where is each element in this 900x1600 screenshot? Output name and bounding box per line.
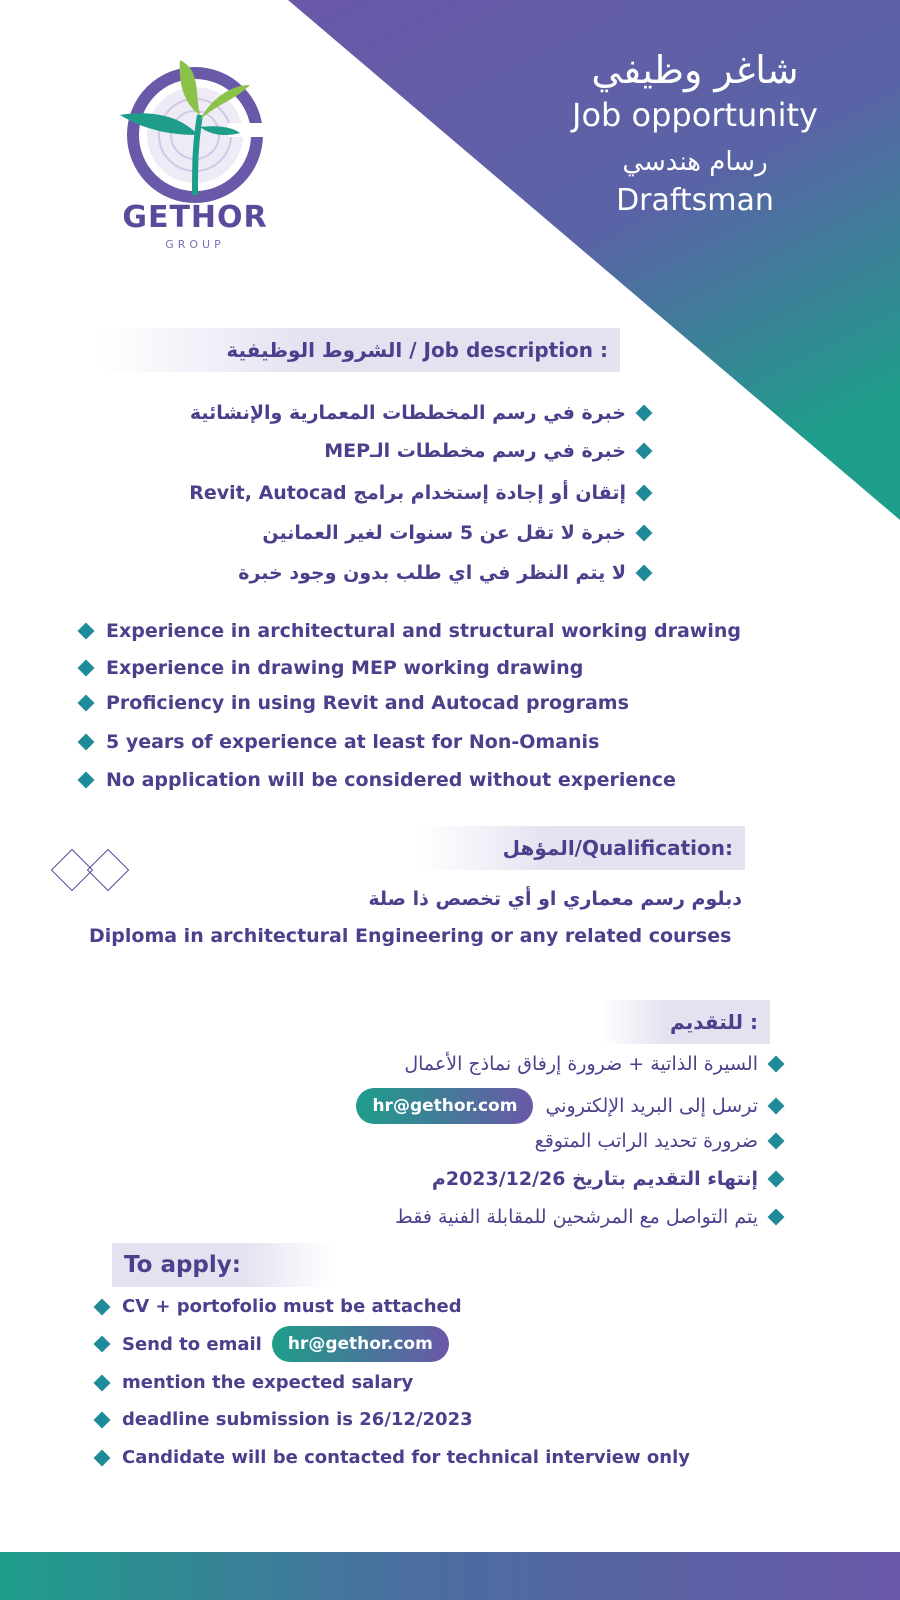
job-item-en: Proficiency in using Revit and Autocad programs — [106, 692, 629, 714]
hero-role-ar: رسام هندسي — [622, 147, 768, 177]
qualification-en: Diploma in architectural Engineering or any related courses — [89, 925, 732, 947]
diamond-bullet-icon — [768, 1171, 785, 1188]
apply-en-label — [112, 1243, 332, 1287]
diamond-bullet-icon — [94, 1449, 111, 1466]
diamond-bullet-icon — [78, 623, 95, 640]
apply-ar-label-text: للتقديم : — [670, 1010, 758, 1034]
apply-item-en: Candidate will be contacted for technical interview only — [122, 1447, 690, 1468]
brand-name: GETHOR — [122, 200, 268, 235]
apply-ar-label — [600, 1000, 770, 1044]
hero-title-block — [530, 45, 860, 219]
diamond-bullet-icon — [768, 1098, 785, 1115]
email-pill-en[interactable]: hr@gethor.com — [272, 1326, 449, 1362]
job-item-en: No application will be considered without experience — [106, 769, 676, 791]
list-item — [80, 657, 583, 679]
diamond-bullet-icon — [768, 1056, 785, 1073]
hero-title-en: Job opportunity — [572, 96, 818, 134]
qualification-label — [420, 826, 745, 870]
apply-item-en: deadline submission is 26/12/2023 — [122, 1409, 473, 1430]
diamond-bullet-icon — [636, 405, 653, 422]
list-item — [395, 1206, 782, 1228]
list-item — [96, 1372, 413, 1393]
list-item — [96, 1447, 690, 1468]
list-item — [80, 620, 741, 642]
diamond-bullet-icon — [94, 1411, 111, 1428]
apply-item-ar: السيرة الذاتية + ضرورة إرفاق نماذج الأعمال — [404, 1053, 758, 1075]
apply-item-ar: ترسل إلى البريد الإلكتروني — [545, 1095, 758, 1117]
job-description-label — [100, 328, 620, 372]
list-item — [190, 402, 650, 424]
list-item — [404, 1053, 782, 1075]
list-item — [262, 522, 650, 544]
footer-gradient-bar — [0, 1552, 900, 1600]
apply-item-ar: ضرورة تحديد الراتب المتوقع — [534, 1130, 758, 1152]
qualification-label-text: المؤهل/Qualification: — [502, 836, 733, 860]
job-item-en: 5 years of experience at least for Non-Omanis — [106, 731, 600, 753]
diamond-bullet-icon — [94, 1374, 111, 1391]
diamond-bullet-icon — [78, 660, 95, 677]
diamond-bullet-icon — [768, 1133, 785, 1150]
job-item-ar: إتقان أو إجادة إستخدام برامج Revit, Autocad — [189, 482, 626, 504]
job-item-ar: لا يتم النظر في اي طلب بدون وجود خبرة — [238, 562, 626, 584]
list-item — [96, 1296, 462, 1317]
apply-item-en: CV + portofolio must be attached — [122, 1296, 462, 1317]
apply-item-ar: يتم التواصل مع المرشحين للمقابلة الفنية فقط — [395, 1206, 758, 1228]
job-item-en: Experience in drawing MEP working drawing — [106, 657, 584, 679]
diamond-bullet-icon — [636, 525, 653, 542]
job-item-ar: خبرة لا تقل عن 5 سنوات لغير العمانين — [262, 522, 626, 544]
hero-title-ar: شاغر وظيفي — [591, 48, 799, 92]
job-item-en: Experience in architectural and structural working drawing — [106, 620, 741, 642]
diamond-bullet-icon — [94, 1336, 111, 1353]
list-item — [80, 769, 676, 791]
job-item-ar: خبرة في رسم مخططات الـMEP — [324, 440, 626, 462]
diamond-bullet-icon — [94, 1298, 111, 1315]
diamond-bullet-icon — [768, 1209, 785, 1226]
apply-item-en: mention the expected salary — [122, 1372, 414, 1393]
job-description-label-text: الشروط الوظيفية / Job description : — [226, 338, 608, 362]
job-item-ar: خبرة في رسم المخططات المعمارية والإنشائية — [189, 402, 626, 424]
apply-item-ar: إنتهاء التقديم بتاريخ 2023/12/26م — [431, 1168, 758, 1190]
email-pill-ar[interactable]: hr@gethor.com — [356, 1088, 533, 1124]
diamond-bullet-icon — [636, 565, 653, 582]
brand-subtitle: GROUP — [165, 238, 225, 251]
apply-item-en: Send to email — [122, 1333, 262, 1355]
list-item — [189, 482, 650, 504]
diamond-bullet-icon — [636, 443, 653, 460]
list-item — [238, 562, 650, 584]
diamond-bullet-icon — [78, 772, 95, 789]
diamond-bullet-icon — [78, 695, 95, 712]
list-item — [432, 1168, 782, 1190]
list-item — [356, 1088, 782, 1124]
list-item — [80, 692, 629, 714]
qualification-ar: دبلوم رسم معماري او أي تخصص ذا صلة — [368, 888, 742, 910]
diamond-bullet-icon — [78, 734, 95, 751]
list-item — [324, 440, 650, 462]
list-item — [80, 731, 599, 753]
list-item — [535, 1130, 782, 1152]
apply-en-label-text: To apply: — [124, 1252, 241, 1278]
hero-role-en: Draftsman — [616, 183, 774, 218]
list-item — [96, 1326, 449, 1362]
diamond-bullet-icon — [636, 485, 653, 502]
list-item — [96, 1409, 473, 1430]
